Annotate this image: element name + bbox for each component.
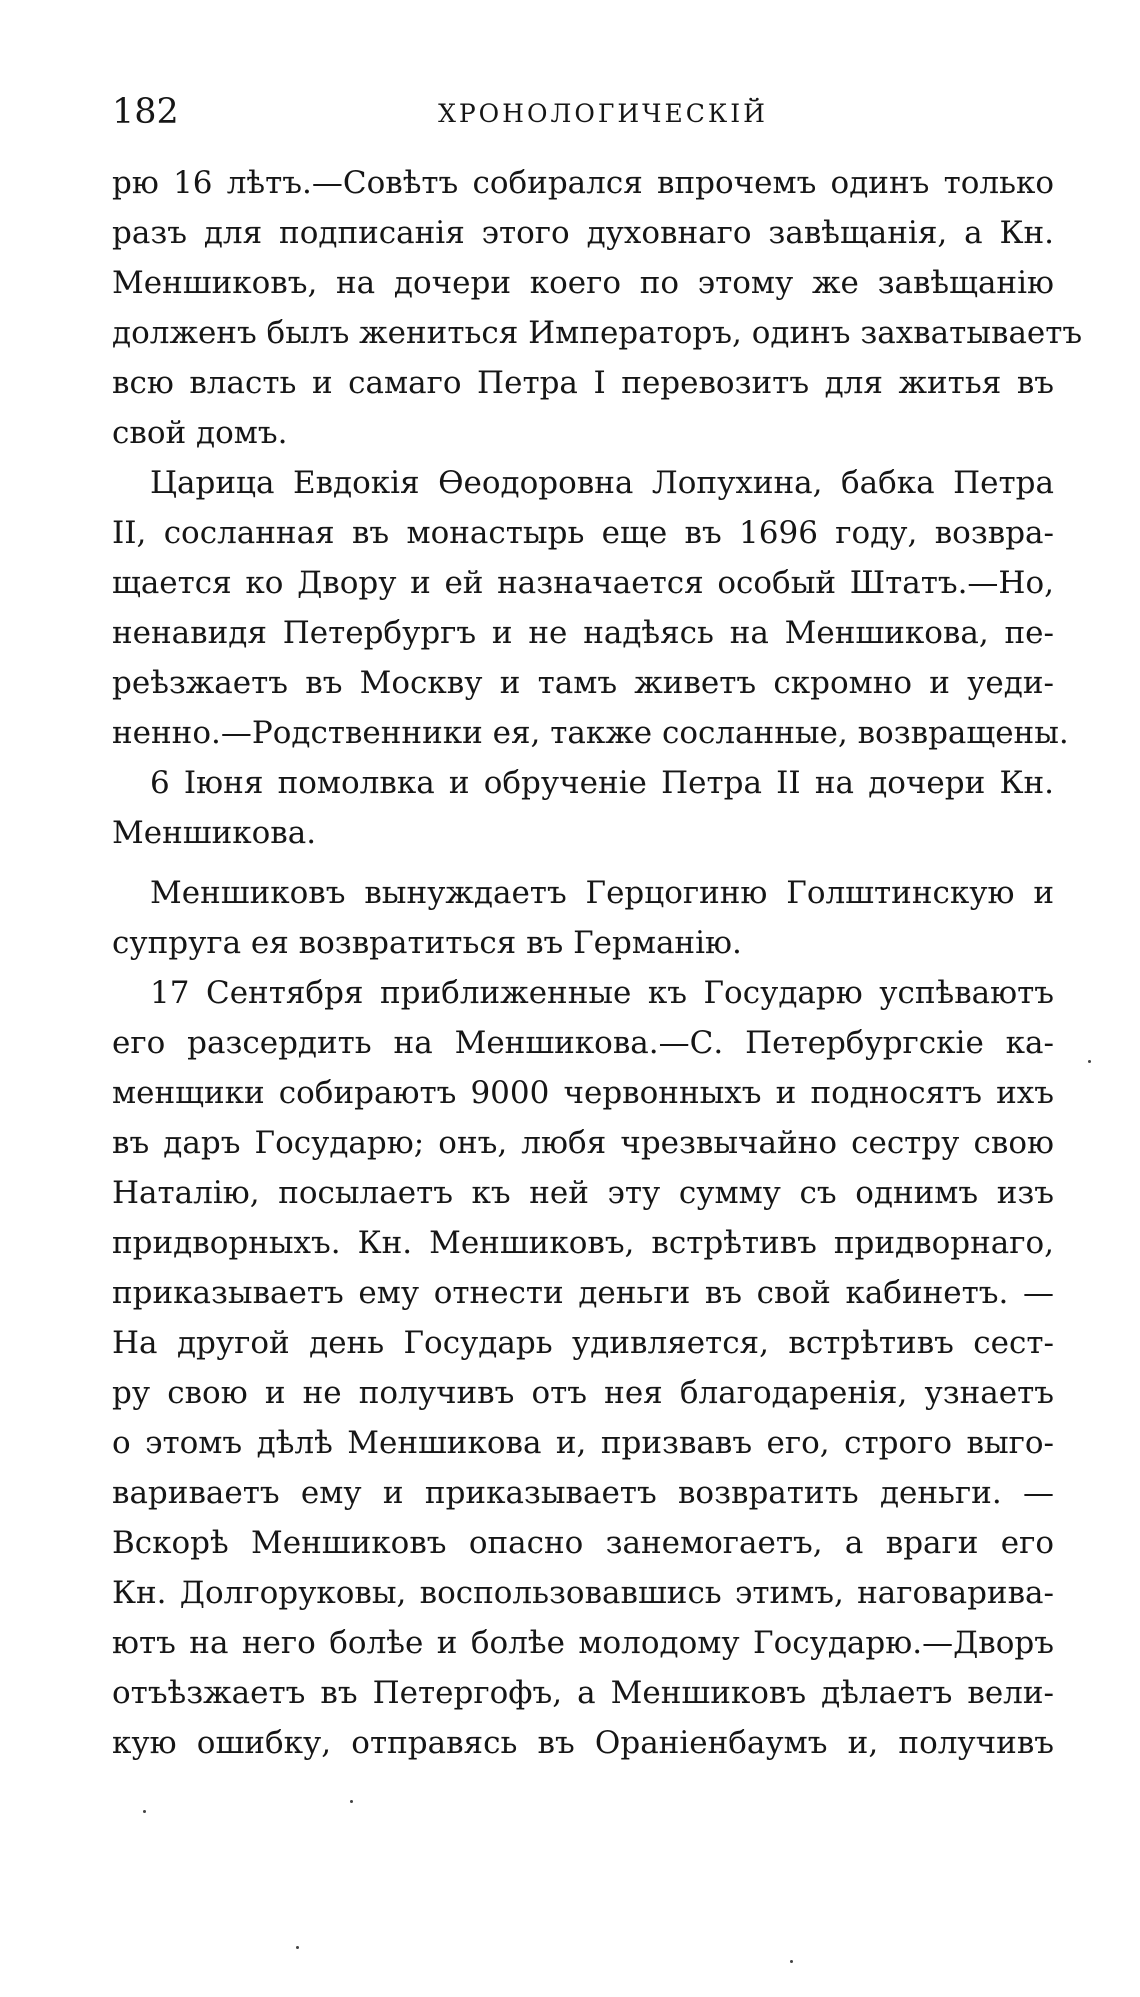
text-line: Меншиковъ вынуждаетъ Герцогиню Голштинскую и xyxy=(150,875,1054,911)
text-line: всю власть и самаго Петра I перевозитъ для житья въ xyxy=(112,365,1054,401)
paragraph-4 xyxy=(112,868,1054,968)
text-line: Вскорѣ Меншиковъ опасно занемогаетъ, а враги его xyxy=(112,1525,1054,1561)
paragraph-2 xyxy=(112,458,1069,758)
text-line: приказываетъ ему отнести деньги въ свой кабинетъ. — xyxy=(112,1275,1054,1311)
text-line: его разсердить на Меншикова.—С. Петербургскіе ка- xyxy=(112,1025,1054,1061)
text-line: менщики собираютъ 9000 червонныхъ и подносятъ ихъ xyxy=(112,1075,1054,1111)
text-line: II, сосланная въ монастырь еще въ 1696 году, возвра- xyxy=(112,515,1054,551)
text-line: въ даръ Государю; онъ, любя чрезвычайно сестру свою xyxy=(112,1125,1054,1161)
scan-speck xyxy=(790,1960,793,1963)
text-line: ненавидя Петербургъ и не надѣясь на Меншикова, пе- xyxy=(112,615,1054,651)
text-line: придворныхъ. Кн. Меншиковъ, встрѣтивъ придворнаго, xyxy=(112,1225,1054,1261)
text-line: ютъ на него болѣе и болѣе молодому Государю.—Дворъ xyxy=(112,1625,1054,1661)
text-line: отъѣзжаетъ въ Петергофъ, а Меншиковъ дѣлаетъ вели- xyxy=(112,1675,1054,1711)
page-number: 182 xyxy=(112,92,179,132)
text-line: Царица Евдокія Ѳеодоровна Лопухина, бабка Петра xyxy=(150,465,1054,501)
text-line: Меншикова. xyxy=(112,815,317,851)
paragraph-gap xyxy=(112,858,1054,868)
text-line: Меншиковъ, на дочери коего по этому же завѣщанію xyxy=(112,265,1054,301)
text-line: Наталію, посылаетъ къ ней эту сумму съ однимъ изъ xyxy=(112,1175,1054,1211)
text-line: щается ко Двору и ей назначается особый Штатъ.—Но, xyxy=(112,565,1054,601)
paragraph-3 xyxy=(112,758,1054,858)
text-line: 6 Іюня помолвка и обрученіе Петра II на дочери Кн. xyxy=(150,765,1054,801)
paragraph-1 xyxy=(112,158,1083,458)
text-line: вариваетъ ему и приказываетъ возвратить деньги. — xyxy=(112,1475,1054,1511)
text-line: свой домъ. xyxy=(112,415,288,451)
scan-speck xyxy=(296,1946,299,1949)
text-line: супруга ея возвратиться въ Германію. xyxy=(112,925,742,961)
text-line: кую ошибку, отправясь въ Ораніенбаумъ и, получивъ xyxy=(112,1725,1054,1761)
text-line: реѣзжаетъ въ Москву и тамъ живетъ скромно и уеди- xyxy=(112,665,1054,701)
text-line: долженъ былъ жениться Императоръ, одинъ захватываетъ xyxy=(112,315,1083,351)
scan-speck xyxy=(350,1800,353,1803)
text-line: ру свою и не получивъ отъ нея благодаренія, узнаетъ xyxy=(112,1375,1054,1411)
scan-speck xyxy=(1088,1060,1091,1063)
running-title: ХРОНОЛОГИЧЕСКІЙ xyxy=(438,99,768,128)
page-header xyxy=(112,86,1054,138)
paragraph-5 xyxy=(112,968,1054,1768)
text-line: 17 Сентября приближенные къ Государю успѣваютъ xyxy=(150,975,1054,1011)
text-line: о этомъ дѣлѣ Меншикова и, призвавъ его, строго выго- xyxy=(112,1425,1054,1461)
scan-speck xyxy=(143,1810,146,1813)
text-line: Кн. Долгоруковы, воспользовавшись этимъ, наговарива- xyxy=(112,1575,1054,1611)
text-line: ненно.—Родственники ея, также сосланные, возвращены. xyxy=(112,715,1069,751)
text-line: разъ для подписанія этого духовнаго завѣщанія, а Кн. xyxy=(112,215,1054,251)
text-body xyxy=(112,158,1083,1768)
text-line: рю 16 лѣтъ.—Совѣтъ собирался впрочемъ одинъ только xyxy=(112,165,1054,201)
text-line: На другой день Государь удивляется, встрѣтивъ сест- xyxy=(112,1325,1054,1361)
